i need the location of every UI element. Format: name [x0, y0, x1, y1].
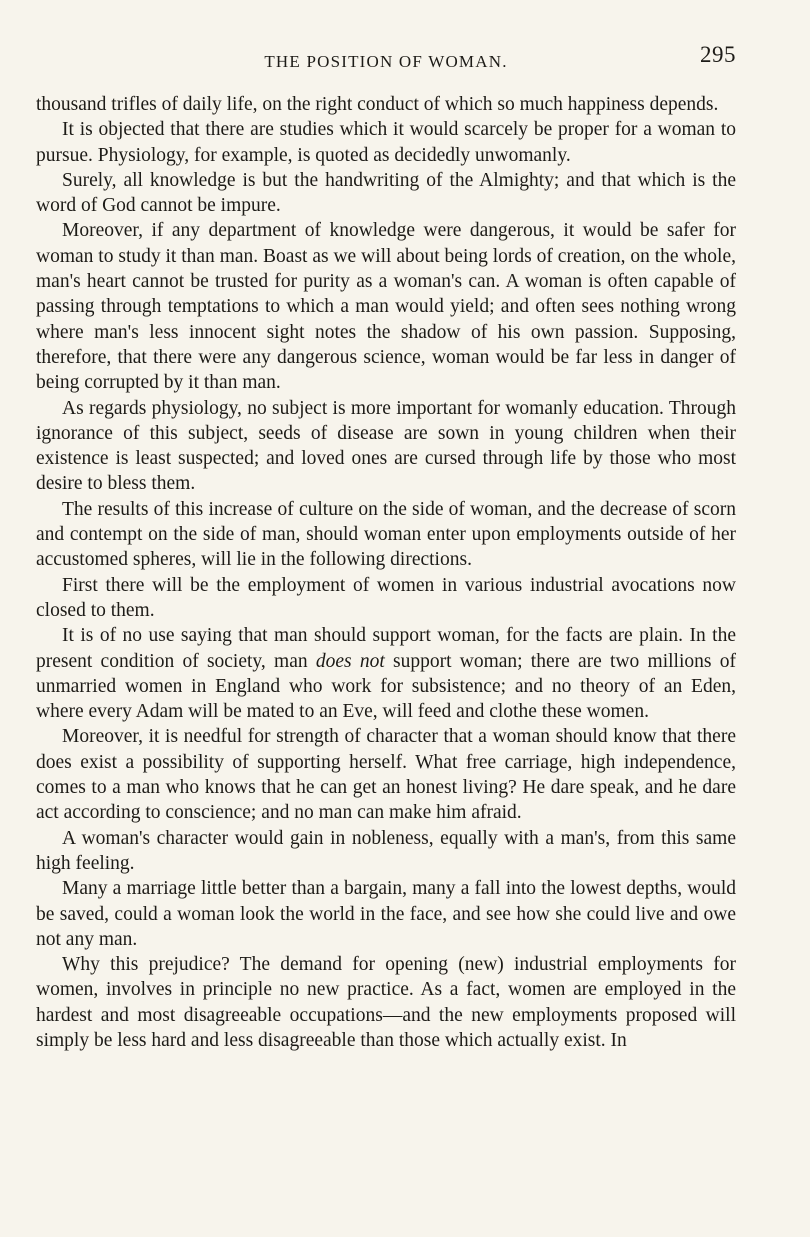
paragraph-8-italic: does not — [315, 650, 385, 672]
paragraph-9: Moreover, it is needful for strength of character that a woman should know that there does exist a possibility of supporting herself. What free carriage, high independence, comes to a man who knows that he can get an honest living? He dare speak, and he dare act according to conscience; and no man can make him afraid. — [36, 726, 736, 824]
paragraph-12: Why this prejudice? The demand for opening (new) industrial employments for women, involves in principle no new practice. As a fact, women are employed in the hardest and most disagreeable occupations—and the new employments proposed will simply be less hard and less disagreeable than those which actually exist. In — [36, 954, 736, 1051]
paragraph-3: Surely, all knowledge is but the handwriting of the Almighty; and that which is the word of God cannot be impure. — [36, 169, 736, 217]
body-text — [36, 92, 736, 1053]
paragraph-1: thousand trifles of daily life, on the right conduct of which so much happiness depends. — [36, 94, 719, 115]
running-head: THE POSITION OF WOMAN. — [264, 52, 508, 71]
paragraph-11: Many a marriage little better than a bargain, many a fall into the lowest depths, would be saved, could a woman look the world in the face, and see how she could live and owe not any man. — [36, 878, 736, 950]
paragraph-8-before: It is of no use saying that man should support woman, for the facts are plain. In the present condition of society, man — [36, 625, 736, 672]
paragraph-7: First there will be the employment of women in various industrial avocations now closed to them. — [36, 574, 736, 621]
paragraph-5: As regards physiology, no subject is more important for womanly education. Through ignorance of this subject, seeds of disease are sown in young children when their existence is least suspected; and loved ones are cursed through life by those who most desire to bless them. — [36, 397, 736, 495]
paragraph-2: It is objected that there are studies which it would scarcely be proper for a woman to pursue. Physiology, for example, is quoted as decidedly unwomanly. — [36, 119, 736, 166]
paragraph-6: The results of this increase of culture on the side of woman, and the decrease of scorn and contempt on the side of man, should woman enter upon employments outside of her accustomed spheres, will lie in the following directions. — [36, 498, 736, 571]
paragraph-8 — [36, 623, 736, 724]
paragraph-10: A woman's character would gain in nobleness, equally with a man's, from this same high feeling. — [36, 827, 736, 874]
page-number: 295 — [700, 42, 736, 67]
page-header — [36, 42, 736, 92]
book-page — [36, 42, 736, 1227]
paragraph-4: Moreover, if any department of knowledge were dangerous, it would be safer for woman to study it than man. Boast as we will about being lords of creation, on the whole, man's heart cannot be trusted for purity as a woman's can. A woman is often capable of passing through temptations to which a man would yield; and often sees nothing wrong where man's less innocent sight notes the shadow of his own passion. Supposing, therefore, that there were any dangerous science, woman would be far less in danger of being corrupted by it than man. — [36, 220, 736, 394]
paragraph-8-after: support woman; there are two millions of unmarried women in England who work for subsistence; and no theory of an Eden, where every Adam will be mated to an Eve, will feed and clothe these women. — [36, 650, 736, 723]
